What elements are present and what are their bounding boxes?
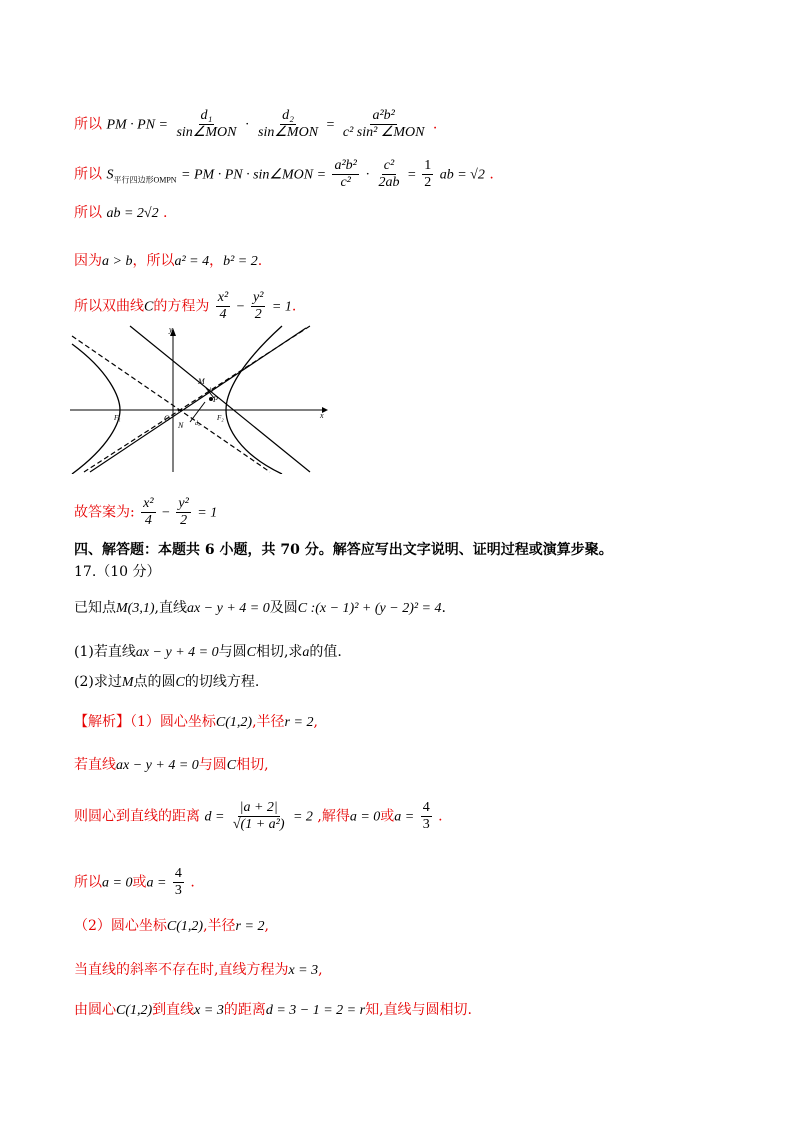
solution-line-5: （2）圆心坐标C(1,2),半径r = 2, [74,918,269,934]
line-ab: 所以 ab = 2√2 . [74,205,168,221]
question-part2: (2)求过M点的圆C的切线方程. [74,674,260,690]
question-part1: (1)若直线ax − y + 4 = 0与圆C相切,求a的值. [74,644,342,660]
right-branch [226,326,282,474]
line-area: 所以 $S_{平行四边形OMPN}$ = PM · PN · sin∠MON = $\frac{\text{a²b²}}{\text{c²}}$ · $\frac{\text{c²}}{2ab}$ = $\frac{1}{2}$ ab = √2 . [74,158,494,190]
label-f1: F₁ [114,414,121,422]
fraction: $\frac{4}{3}$ [422,800,430,832]
fraction: $\frac{\text{d₂}}{\text{sin∠MON}}$ [258,108,319,140]
line-a-b-values: 因为a > b，所以a² = 4，b² = 2. [74,253,263,269]
fraction: $\frac{\text{d₁}}{\text{sin∠MON}}$ [176,108,237,140]
line-through-p-1 [130,326,310,472]
section-heading: 四、解答题：本题共 6 小题，共 70 分。解答应写出文字说明、证明过程或演算步聚。 [74,542,613,558]
label-d2: d₂ [195,421,201,427]
math-expr: PM · PN = [106,117,169,133]
solution-line-6: 当直线的斜率不存在时,直线方程为x = 3, [74,962,323,978]
label-y: y [169,325,173,334]
fraction: $\frac{\text{x²}}{4}$ [217,290,229,322]
fraction: $\frac{|a + 2|}{\text{√(1 + a²)}}$ [232,800,285,832]
question-known: 已知点M(3,1),直线ax − y + 4 = 0及圆C :(x − 1)² + (y − 2)² = 4. [74,600,446,616]
solution-line-3: 则圆心到直线的距离 d = $\frac{|a + 2|}{\text{√(1 + a²)}}$ = 2 ,解得a = 0或a = $\frac{4}{3}$ . [74,800,443,832]
fraction: $\frac{\text{c²}}{2ab}$ [378,158,400,190]
label-m: M [198,377,205,386]
subscript: 平行四边形OMPN [113,175,177,185]
fraction: $\frac{\text{y²}}{2}$ [178,496,189,528]
fraction: $\frac{\text{a²b²}}{\text{c² sin² ∠MON}}$ [342,108,425,140]
hyperbola-graph [70,322,332,474]
label-p: P [213,395,218,404]
fraction: $\frac{\text{y²}}{2}$ [253,290,264,322]
line-pm-pn: 所以 PM · PN = $\frac{\text{d₁}}{\text{sin∠MON}}$ · $\frac{\text{d₂}}{\text{sin∠MON}}$ = $\frac{\text{a²b²}}{\text{c² sin² ∠MON}}$ . [74,108,438,140]
question-17-header: 17.（10 分） [74,564,161,580]
fraction: $\frac{\text{a²b²}}{\text{c²}}$ [334,158,357,190]
label-o: O [164,414,170,423]
solution-line-7: 由圆心C(1,2)到直线x = 3的距离d = 3 − 1 = 2 = r知,直线与圆相切. [74,1002,472,1018]
line-hyperbola-eq: 所以双曲线C的方程为 $\frac{\text{x²}}{4}$ − $\frac{\text{y²}}{2}$ = 1. [74,290,297,322]
solution-line-1: 【解析】（1）圆心坐标C(1,2),半径r = 2, [74,714,318,730]
label-d1: d₁ [208,388,214,394]
segment-d2 [190,402,205,422]
label-n: N [178,421,184,430]
text: 所以 [74,166,102,183]
text: 所以 [74,116,102,133]
fraction: $\frac{1}{2}$ [424,158,432,190]
label-x: x [320,411,324,420]
fraction: $\frac{\text{x²}}{4}$ [143,496,154,528]
fraction: $\frac{4}{3}$ [174,866,182,898]
line-through-p-2 [90,328,306,472]
solution-line-4: 所以a = 0或a = $\frac{4}{3}$ . [74,866,195,898]
asymptote-1 [72,336,270,472]
label-f2: F₂ [217,414,224,422]
solution-line-2: 若直线ax − y + 4 = 0与圆C相切, [74,757,269,773]
answer-line: 故答案为: $\frac{\text{x²}}{4}$ − $\frac{\text{y²}}{2}$ = 1 [74,496,218,528]
